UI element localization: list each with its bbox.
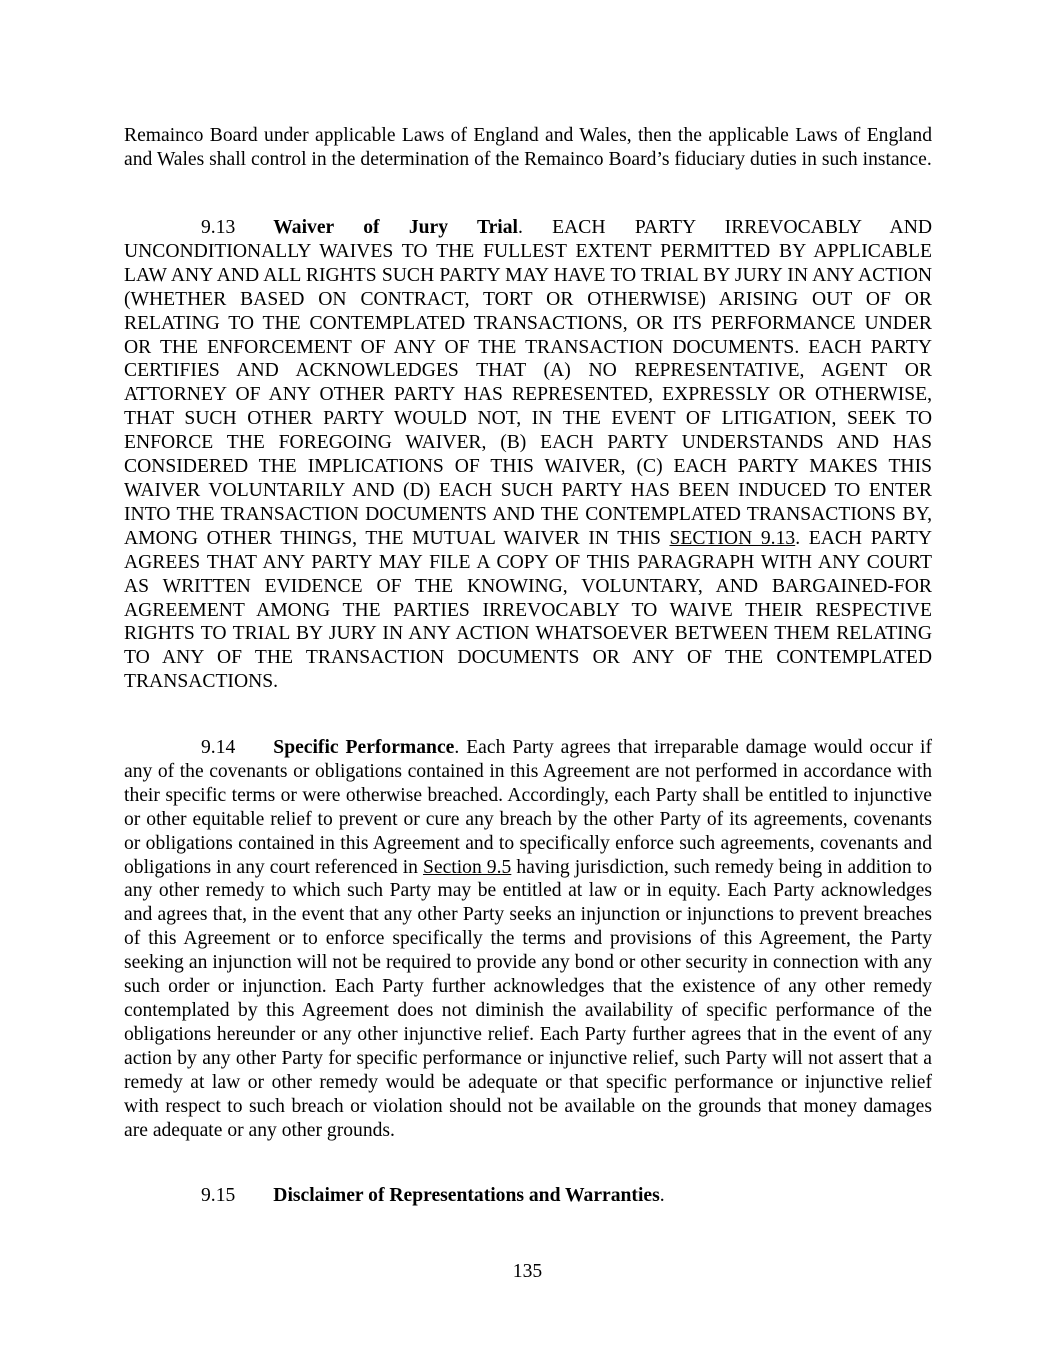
- section-9-13-cross-reference-link[interactable]: SECTION 9.13: [669, 527, 796, 549]
- section-9-14-body-part1: Each Party agrees that irreparable damage would occur if any of the covenants or obligations contained in this Agreement are not performed in accordance with their specific terms or were otherwise breached. Accordingly, each Party shall be entitled to injunctive or other equitable relief to prevent or cure any breach by the other Party of its agreements, covenants or obligations contained in this Agreement and to specifically enforce such agreements, covenants and obligations in any court referenced in: [124, 737, 932, 878]
- section-9-15-number: 9.15: [201, 1185, 236, 1206]
- section-9-14-heading: Specific Performance: [273, 737, 455, 758]
- continuation-text: Remainco Board under applicable Laws of England and Wales, then the applicable Laws of England and Wales shall control in the determination of the Remainco Board’s fiduciary duties in such instance.: [124, 125, 932, 170]
- section-9-13-body-part1: EACH PARTY IRREVOCABLY AND UNCONDITIONALLY WAIVES TO THE FULLEST EXTENT PERMITTED BY APPLICABLE LAW ANY AND ALL RIGHTS SUCH PARTY MAY HAVE TO TRIAL BY JURY IN ANY ACTION (WHETHER BASED ON CONTRACT, TORT OR OTHERWISE) ARISING OUT OF OR RELATING TO THE CONTEMPLATED TRANSACTIONS, OR ITS PERFORMANCE UNDER OR THE ENFORCEMENT OF ANY OF THE TRANSACTION DOCUMENTS. EACH PARTY CERTIFIES AND ACKNOWLEDGES THAT (A) NO REPRESENTATIVE, AGENT OR ATTORNEY OF ANY OTHER PARTY HAS REPRESENTED, EXPRESSLY OR OTHERWISE, THAT SUCH OTHER PARTY WOULD NOT, IN THE EVENT OF LITIGATION, SEEK TO ENFORCE THE FOREGOING WAIVER, (B) EACH PARTY UNDERSTANDS AND HAS CONSIDERED THE IMPLICATIONS OF THIS WAIVER, (C) EACH PARTY MAKES THIS WAIVER VOLUNTARILY AND (D) EACH SUCH PARTY HAS BEEN INDUCED TO ENTER INTO THE TRANSACTION DOCUMENTS AND THE CONTEMPLATED TRANSACTIONS BY, AMONG OTHER THINGS, THE MUTUAL WAIVER IN THIS: [124, 217, 932, 549]
- section-9-13-heading: Waiver of Jury Trial: [273, 217, 518, 238]
- section-9-13-paragraph: [124, 216, 932, 694]
- section-9-13-body-part2: . EACH PARTY AGREES THAT ANY PARTY MAY FILE A COPY OF THIS PARAGRAPH WITH ANY COURT AS WRITTEN EVIDENCE OF THE KNOWING, VOLUNTARY, AND BARGAINED-FOR AGREEMENT AMONG THE PARTIES IRREVOCABLY TO WAIVE THEIR RESPECTIVE RIGHTS TO TRIAL BY JURY IN ANY ACTION WHATSOEVER BETWEEN THEM RELATING TO ANY OF THE TRANSACTION DOCUMENTS OR ANY OF THE CONTEMPLATED TRANSACTIONS.: [124, 527, 933, 693]
- section-9-15-heading: Disclaimer of Representations and Warranties: [273, 1185, 660, 1206]
- section-9-14-heading-punct: .: [454, 737, 460, 758]
- section-9-15-heading-punct: .: [659, 1185, 665, 1206]
- page-number: 135: [512, 1261, 543, 1282]
- section-9-14-paragraph: [124, 736, 932, 1142]
- section-9-5-cross-reference-link[interactable]: Section 9.5: [423, 856, 512, 878]
- section-9-14-number: 9.14: [201, 737, 236, 758]
- continuation-paragraph: [124, 124, 932, 172]
- section-9-15-paragraph: [124, 1184, 932, 1208]
- section-9-13-heading-punct: .: [517, 217, 523, 238]
- section-9-13-number: 9.13: [201, 217, 236, 238]
- section-9-14-body-part2: having jurisdiction, such remedy being in addition to any other remedy to which such Party may be entitled at law or in equity. Each Party acknowledges and agrees that, in the event that any other Party seeks an injunction or injunctions to prevent breaches of this Agreement or to enforce specifically the terms and provisions of this Agreement, the Party seeking an injunction will not be required to provide any bond or other security in connection with any such order or injunction. Each Party further acknowledges that the existence of any other remedy contemplated by this Agreement does not diminish the availability of specific performance of the obligations hereunder or any other injunctive relief. Each Party further agrees that in the event of any action by any other Party for specific performance or injunctive relief, such Party will not assert that a remedy at law or other remedy would be adequate or that specific performance or injunctive relief with respect to such breach or violation should not be available on the grounds that money damages are adequate or any other grounds.: [124, 856, 932, 1141]
